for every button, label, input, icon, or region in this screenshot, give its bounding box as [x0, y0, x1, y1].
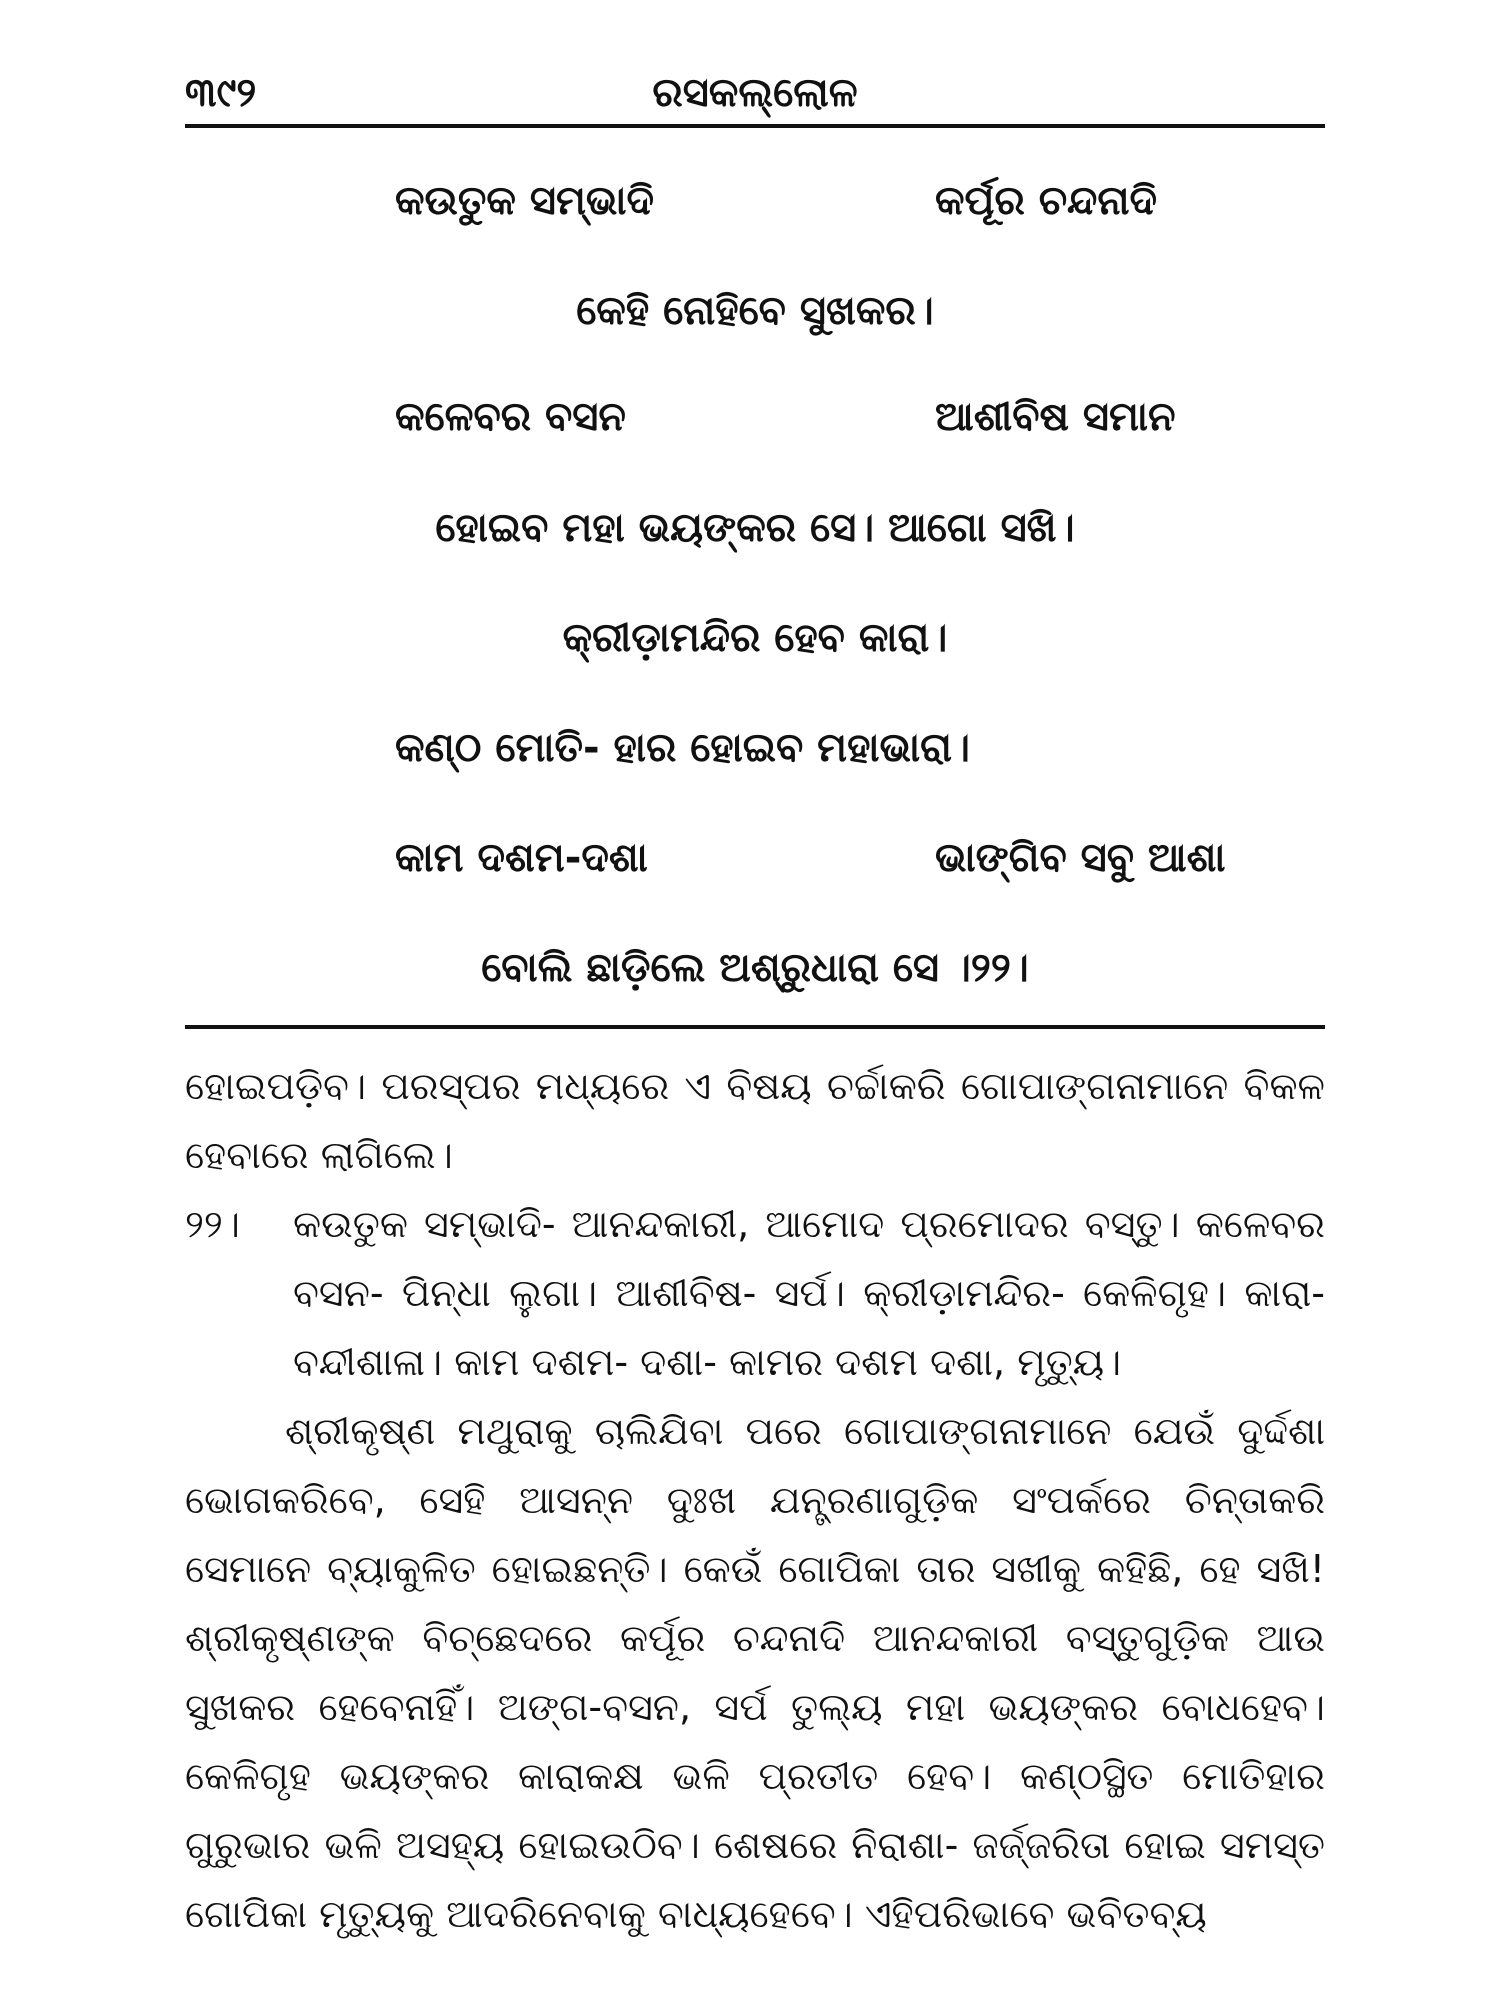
verse-line-1-right: କର୍ପୂର ଚନ୍ଦନାଦି — [935, 178, 1158, 224]
verse-line-6: କଣ୍ଠ ମୋତି- ହାର ହୋଇବ ମହାଭାରା। — [395, 725, 970, 771]
page-number: ୩୯୨ — [185, 70, 257, 116]
verse-line-2: କେହି ନୋହିବେ ସୁଖକର। — [576, 288, 934, 334]
verse-line-7-right: ଭାଙ୍ଗିବ ସବୁ ଆଶା — [935, 835, 1226, 881]
commentary-paragraph-2: ଶ୍ରୀକୃଷ୍ଣ ମଥୁରାକୁ ଚାଲିଯିବା ପରେ ଗୋପାଙ୍ଗନାମାନେ ଯେଉଁ ଦୁର୍ଦ୍ଦଶା ଭୋଗକରିବେ, ସେହି ଆସନ୍ନ ଦୁଃଖ ଯନ୍ତ୍ରଣାଗୁଡ଼ିକ ସଂପର୍କରେ ଚିନ୍ତାକରି ସେମାନେ ବ୍ୟାକୁଳିତ ହୋଇଛନ୍ତି। କେଉଁ ଗୋପିକା ତାର ସଖୀକୁ କହିଛି, ହେ ସଖି! ଶ୍ରୀକୃଷ୍ଣଙ୍କ ବିଚ୍ଛେଦରେ କର୍ପୂର ଚନ୍ଦନାଦି ଆନନ୍ଦକାରୀ ବସ୍ତୁଗୁଡ଼ିକ ଆଉ ସୁଖକର ହେବେନାହିଁ। ଅଙ୍ଗ-ବସନ, ସର୍ପ ତୁଲ୍ୟ ମହା ଭୟଙ୍କର ବୋଧହେବ। କେଳିଗୃହ ଭୟଙ୍କର କାରାକକ୍ଷ ଭଳି ପ୍ରତୀତ ହେବ। କଣ୍ଠସ୍ଥିତ ମୋତିହାର ଗୁରୁଭାର ଭଳି ଅସହ୍ୟ ହୋଇଉଠିବ। ଶେଷରେ ନିରାଶା- ଜର୍ଜ୍ଜରିତା ହୋଇ ସମସ୍ତ ଗୋପିକା ମୃତ୍ୟୁକୁ ଆଦରିନେବାକୁ ବାଧ୍ୟହେବେ। ଏହିପରିଭାବେ ଭବିତବ୍ୟ — [185, 1409, 1325, 1936]
word-meaning-note — [185, 1190, 1325, 1397]
header-rule — [185, 124, 1325, 128]
verse-line-4: ହୋଇବ ମହା ଭୟଙ୍କର ସେ। ଆଗୋ ସଖି। — [435, 505, 1075, 551]
note-text: କଉତୁକ ସମ୍ଭାଦି- ଆନନ୍ଦକାରୀ, ଆମୋଦ ପ୍ରମୋଦର ବସ୍ତୁ। କଳେବର ବସନ- ପିନ୍ଧା ଲୁଗା। ଆଶୀବିଷ- ସର୍ପ। କ୍ରୀଡ଼ାମନ୍ଦିର- କେଳିଗୃହ। କାରା- ବନ୍ଦୀଶାଳା। କାମ ଦଶମ- ଦଶା- କାମର ଦଶମ ଦଶା, ମୃତ୍ୟୁ। — [293, 1202, 1325, 1384]
verse-line-5: କ୍ରୀଡ଼ାମନ୍ଦିର ହେବ କାରା। — [562, 615, 948, 661]
running-title: ରସକଲ୍ଲୋଳ — [652, 70, 858, 116]
note-number: ୨୨। — [185, 1202, 240, 1246]
verse-line-3-right: ଆଶୀବିଷ ସମାନ — [935, 394, 1176, 440]
verse-rule — [185, 1025, 1325, 1029]
commentary-paragraph-1: ହୋଇପଡ଼ିବ। ପରସ୍ପର ମଧ୍ୟରେ ଏ ବିଷୟ ଚର୍ଚ୍ଚାକରି ଗୋପାଙ୍ଗନାମାନେ ବିକଳ ହେବାରେ ଲାଗିଲେ। — [185, 1064, 1325, 1177]
verse-line-3-left: କଳେବର ବସନ — [395, 394, 626, 440]
verse-line-1-left: କଉତୁକ ସମ୍ଭାଦି — [395, 178, 655, 224]
verse-line-8: ବୋଲି ଛାଡ଼ିଲେ ଅଶ୍ରୁଧାରା ସେ ।୨୨। — [481, 945, 1029, 991]
verse-line-7-left: କାମ ଦଶମ-ଦଶା — [395, 835, 648, 881]
page-header — [185, 70, 1325, 130]
